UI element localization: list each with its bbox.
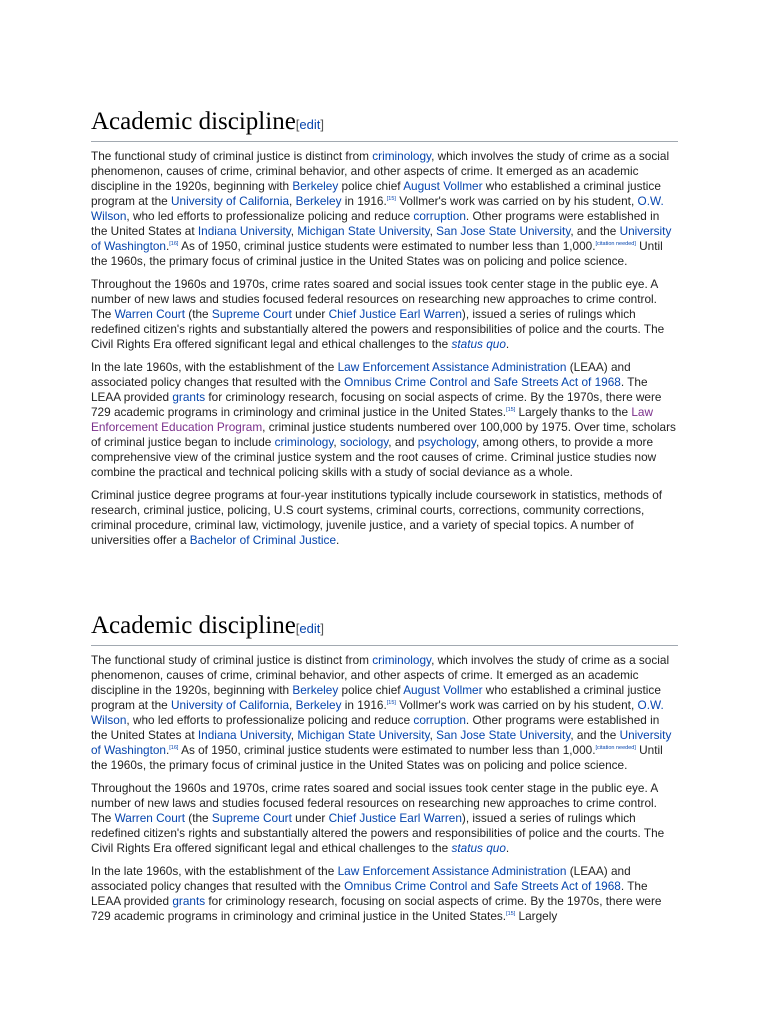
citation-ref[interactable]: [16] bbox=[169, 241, 179, 248]
body-text: for criminology research, focusing on social aspects of crime. By the 1970s, there were 729 academic programs in criminology and criminal justice in the United States. bbox=[91, 390, 662, 419]
body-text: , bbox=[289, 698, 296, 712]
wiki-link[interactable]: Supreme Court bbox=[211, 811, 292, 825]
wiki-link[interactable]: psychology bbox=[417, 435, 476, 449]
wiki-link[interactable]: University of California bbox=[171, 194, 290, 208]
wiki-link[interactable]: University of California bbox=[171, 698, 290, 712]
body-text: Vollmer's work was carried on by his student, bbox=[395, 194, 638, 208]
paragraph bbox=[91, 360, 678, 480]
body-text: who established a criminal justice program at the bbox=[91, 179, 661, 208]
body-text: under bbox=[291, 811, 329, 825]
body-text: (LEAA) and associated policy changes that resulted with the bbox=[91, 864, 631, 893]
wiki-link[interactable]: criminology bbox=[372, 149, 432, 163]
paragraph bbox=[91, 277, 678, 352]
wiki-link[interactable]: University of Washington bbox=[91, 728, 672, 757]
article-section-2 bbox=[91, 610, 678, 924]
body-text: . The LEAA provided bbox=[91, 879, 648, 908]
body-text: , bbox=[429, 728, 437, 742]
wiki-link[interactable]: Indiana University bbox=[197, 728, 291, 742]
body-text: Criminal justice degree programs at four-year institutions typically include coursework in statistics, methods of research, criminal justice, policing, U.S court systems, criminal courts, corrections, community corrections, criminal procedure, criminal law, victimology, juvenile justice, and a variety of special topics. A number of universities offer a bbox=[91, 488, 663, 547]
wiki-link[interactable]: San Jose State University bbox=[436, 728, 571, 742]
body-text: , who led efforts to professionalize policing and reduce bbox=[126, 713, 414, 727]
wiki-link[interactable]: O.W. Wilson bbox=[91, 698, 664, 727]
body-text: , bbox=[429, 224, 437, 238]
wiki-link[interactable]: Chief Justice Earl Warren bbox=[328, 811, 462, 825]
citation-ref[interactable]: [16] bbox=[169, 745, 179, 752]
paragraph bbox=[91, 488, 678, 548]
wiki-link[interactable]: Warren Court bbox=[114, 307, 185, 321]
body-text: for criminology research, focusing on social aspects of crime. By the 1970s, there were 729 academic programs in criminology and criminal justice in the United States. bbox=[91, 894, 662, 923]
paragraph bbox=[91, 149, 678, 269]
article-section-1 bbox=[91, 106, 678, 548]
wiki-link[interactable]: corruption bbox=[413, 209, 466, 223]
edit-link[interactable]: edit bbox=[299, 621, 321, 636]
body-text: , and the bbox=[570, 728, 620, 742]
body-text: . bbox=[336, 533, 340, 547]
body-text: , bbox=[333, 435, 340, 449]
wiki-link[interactable]: Berkeley bbox=[295, 194, 342, 208]
citation-ref[interactable]: [15] bbox=[386, 700, 396, 707]
wiki-link[interactable]: Law Enforcement Assistance Administration bbox=[337, 360, 567, 374]
body-text: . bbox=[505, 337, 510, 351]
paragraph bbox=[91, 781, 678, 856]
wiki-link[interactable]: Law Enforcement Education Program bbox=[91, 405, 653, 434]
body-text: Until the 1960s, the primary focus of criminal justice in the United States was on policing and police science. bbox=[91, 239, 663, 268]
body-text: , bbox=[290, 728, 298, 742]
body-text: (LEAA) and associated policy changes that resulted with the bbox=[91, 360, 631, 389]
body-text: . bbox=[505, 841, 510, 855]
citation-ref[interactable]: [15] bbox=[506, 407, 516, 414]
wiki-link[interactable]: Michigan State University bbox=[297, 224, 430, 238]
body-text: , among others, to provide a more comprehensive view of the criminal justice system and the root causes of crime. Criminal justice studies now combine the practical and technical policing skills with a study of social deviance as a whole. bbox=[91, 435, 657, 479]
citation-ref[interactable]: [15] bbox=[506, 911, 516, 918]
edit-section-link bbox=[296, 117, 324, 132]
wiki-link[interactable]: status quo bbox=[451, 337, 506, 351]
body-text: under bbox=[291, 307, 329, 321]
wiki-link[interactable]: grants bbox=[172, 390, 206, 404]
body-text: As of 1950, criminal justice students were estimated to number less than 1,000. bbox=[178, 743, 596, 757]
wiki-link[interactable]: San Jose State University bbox=[436, 224, 571, 238]
body-text: . bbox=[165, 743, 170, 757]
body-text: . Other programs were established in the United States at bbox=[91, 209, 660, 238]
body-text: Largely bbox=[515, 909, 558, 923]
wiki-link[interactable]: Michigan State University bbox=[297, 728, 430, 742]
body-text: who established a criminal justice program at the bbox=[91, 683, 661, 712]
body-text: Vollmer's work was carried on by his student, bbox=[395, 698, 638, 712]
wiki-link[interactable]: Law Enforcement Assistance Administration bbox=[337, 864, 567, 878]
wiki-link[interactable]: August Vollmer bbox=[403, 179, 483, 193]
wiki-link[interactable]: Supreme Court bbox=[211, 307, 292, 321]
section-heading-text: Academic discipline bbox=[91, 612, 296, 639]
body-text: The functional study of criminal justice is distinct from bbox=[91, 149, 373, 163]
body-text: ), issued a series of rulings which redefined citizen's rights and substantially altered the powers and responsibilities of police and the courts. The Civil Rights Era offered significant legal and ethical challenges to the bbox=[91, 811, 665, 855]
paragraph bbox=[91, 653, 678, 773]
edit-bracket-close: ] bbox=[320, 621, 325, 636]
wiki-link[interactable]: Warren Court bbox=[114, 811, 185, 825]
body-text: Largely thanks to the bbox=[515, 405, 632, 419]
body-text: ), issued a series of rulings which redefined citizen's rights and substantially altered the powers and responsibilities of police and the courts. The Civil Rights Era offered significant legal and ethical challenges to the bbox=[91, 307, 665, 351]
edit-bracket-open: [ bbox=[295, 621, 300, 636]
body-text: police chief bbox=[338, 179, 404, 193]
section-heading-text: Academic discipline bbox=[91, 108, 296, 135]
body-text: Throughout the 1960s and 1970s, crime rates soared and social issues took center stage in the public eye. A number of new laws and studies focused federal resources on researching new approaches to crime control. The bbox=[91, 781, 658, 825]
wiki-link[interactable]: Chief Justice Earl Warren bbox=[328, 307, 462, 321]
wiki-link[interactable]: corruption bbox=[413, 713, 466, 727]
edit-bracket-open: [ bbox=[295, 117, 300, 132]
body-text: Until the 1960s, the primary focus of criminal justice in the United States was on policing and police science. bbox=[91, 743, 663, 772]
edit-section-link bbox=[296, 621, 324, 636]
wiki-link[interactable]: Bachelor of Criminal Justice bbox=[189, 533, 337, 547]
body-text: , who led efforts to professionalize policing and reduce bbox=[126, 209, 414, 223]
body-text: . bbox=[165, 239, 170, 253]
wiki-link[interactable]: Berkeley bbox=[292, 683, 339, 697]
body-text: in 1916. bbox=[341, 698, 387, 712]
section-heading bbox=[91, 106, 678, 142]
wiki-link[interactable]: Indiana University bbox=[197, 224, 291, 238]
wiki-link[interactable]: Berkeley bbox=[292, 179, 339, 193]
wiki-link[interactable]: O.W. Wilson bbox=[91, 194, 664, 223]
body-text: , criminal justice students numbered over 100,000 by 1975. Over time, scholars of criminal justice began to include bbox=[91, 420, 676, 449]
wiki-link[interactable]: Omnibus Crime Control and Safe Streets Act of 1968 bbox=[344, 879, 621, 893]
citation-ref[interactable]: [citation needed] bbox=[595, 241, 636, 248]
paragraph bbox=[91, 864, 678, 924]
wiki-link[interactable]: Berkeley bbox=[295, 698, 342, 712]
body-text: , bbox=[290, 224, 298, 238]
body-text: The functional study of criminal justice is distinct from bbox=[91, 653, 373, 667]
wiki-link[interactable]: grants bbox=[172, 894, 206, 908]
body-text: , which involves the study of crime as a social phenomenon, causes of crime, criminal behavior, and other aspects of crime. It emerged as an academic discipline in the 1920s, beginning with bbox=[91, 149, 670, 193]
body-text: , and bbox=[388, 435, 418, 449]
body-text: , bbox=[289, 194, 296, 208]
body-text: In the late 1960s, with the establishment of the bbox=[91, 864, 338, 878]
wiki-link[interactable]: criminology bbox=[274, 435, 334, 449]
body-text: police chief bbox=[338, 683, 404, 697]
body-text: In the late 1960s, with the establishment of the bbox=[91, 360, 338, 374]
body-text: Throughout the 1960s and 1970s, crime rates soared and social issues took center stage in the public eye. A number of new laws and studies focused federal resources on researching new approaches to crime control. The bbox=[91, 277, 658, 321]
wiki-link[interactable]: criminology bbox=[372, 653, 432, 667]
body-text: . The LEAA provided bbox=[91, 375, 648, 404]
edit-link[interactable]: edit bbox=[299, 117, 321, 132]
wiki-link[interactable]: sociology bbox=[339, 435, 389, 449]
citation-ref[interactable]: [citation needed] bbox=[595, 745, 636, 752]
body-text: (the bbox=[184, 307, 212, 321]
body-text: in 1916. bbox=[341, 194, 387, 208]
section-heading bbox=[91, 610, 678, 646]
body-text: As of 1950, criminal justice students were estimated to number less than 1,000. bbox=[178, 239, 596, 253]
edit-bracket-close: ] bbox=[320, 117, 325, 132]
wiki-link[interactable]: University of Washington bbox=[91, 224, 672, 253]
body-text: (the bbox=[184, 811, 212, 825]
wiki-link[interactable]: Omnibus Crime Control and Safe Streets Act of 1968 bbox=[344, 375, 621, 389]
body-text: , which involves the study of crime as a social phenomenon, causes of crime, criminal behavior, and other aspects of crime. It emerged as an academic discipline in the 1920s, beginning with bbox=[91, 653, 670, 697]
citation-ref[interactable]: [15] bbox=[386, 196, 396, 203]
wiki-link[interactable]: August Vollmer bbox=[403, 683, 483, 697]
body-text: . Other programs were established in the United States at bbox=[91, 713, 660, 742]
body-text: , and the bbox=[570, 224, 620, 238]
wiki-link[interactable]: status quo bbox=[451, 841, 506, 855]
